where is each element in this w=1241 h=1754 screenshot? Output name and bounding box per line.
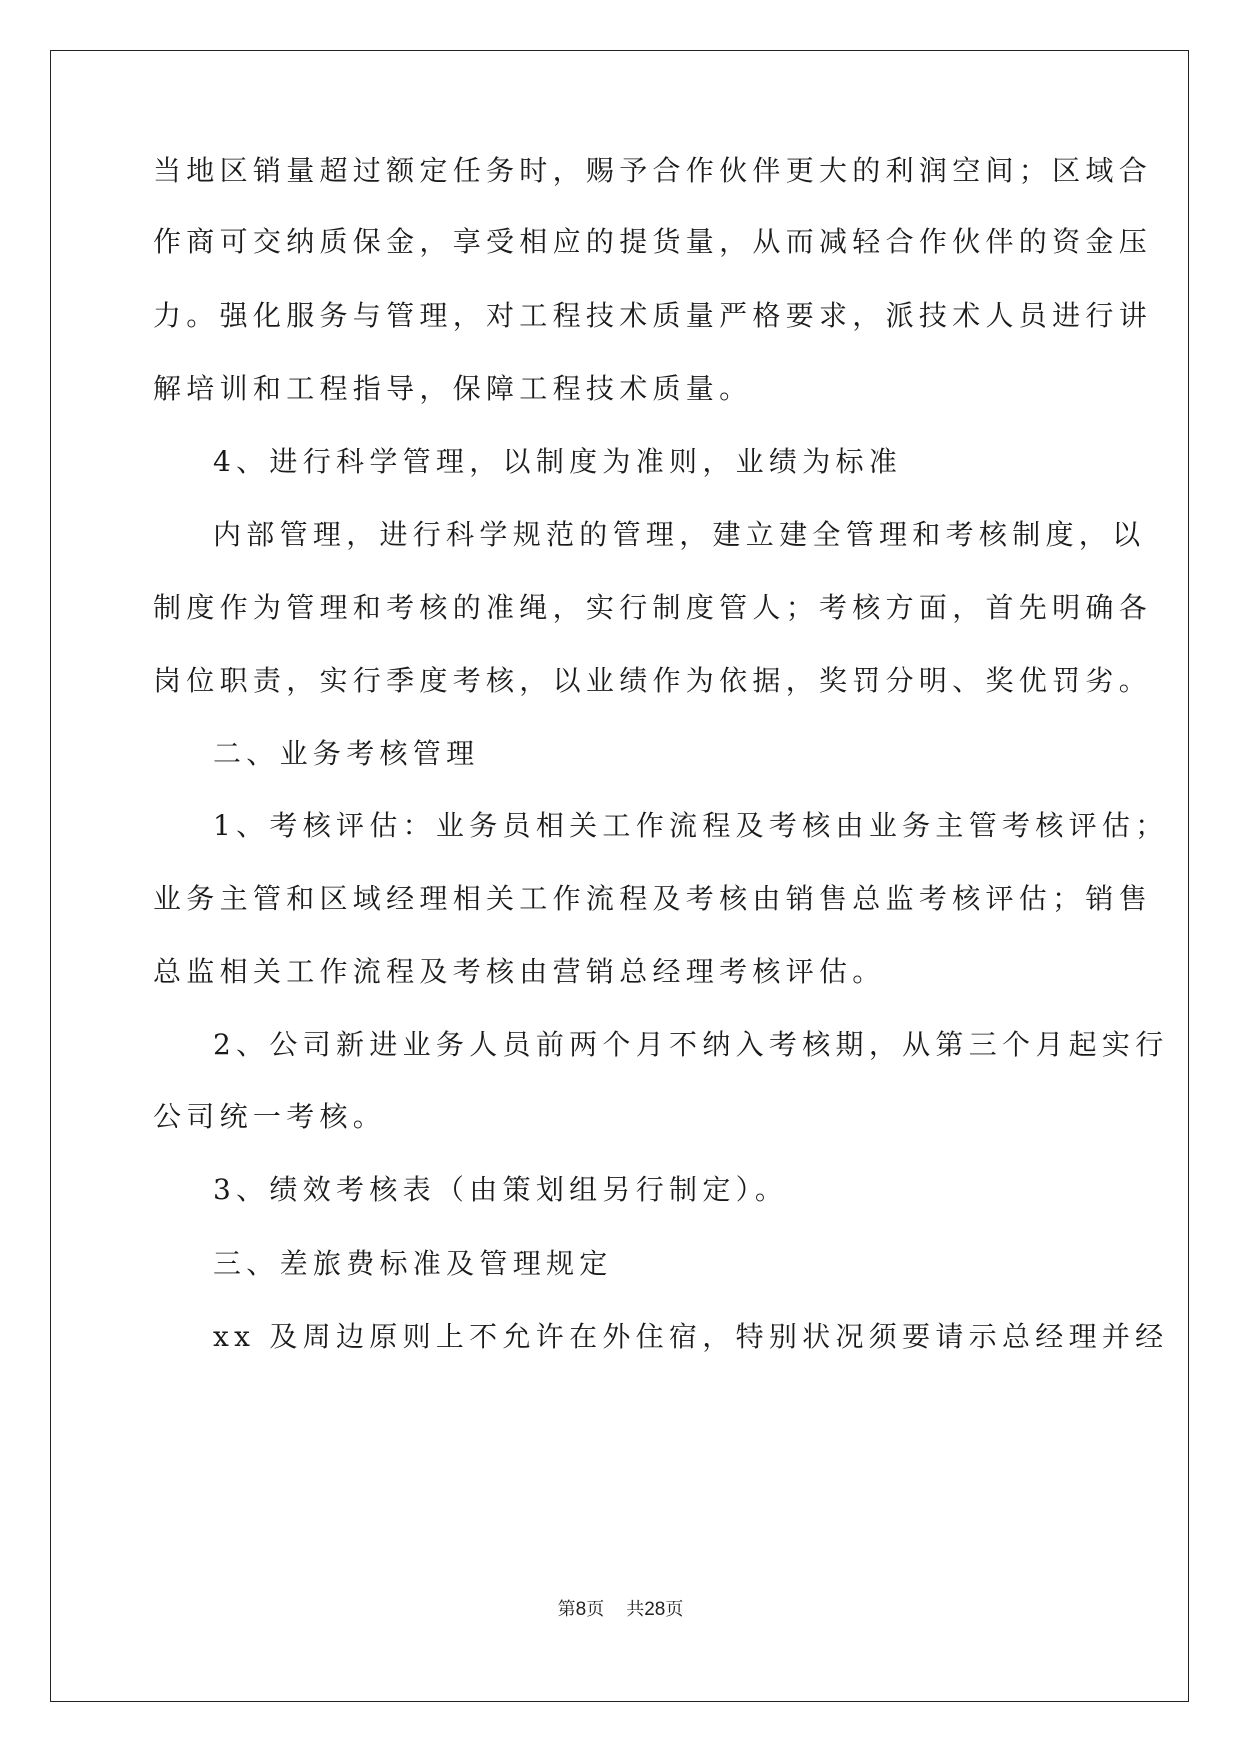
page-suffix: 页: [586, 1599, 605, 1620]
text-line: 作商可交纳质保金，享受相应的提货量，从而减轻合作伙伴的资金压: [153, 225, 1153, 258]
text-line: 制度作为管理和考核的准绳，实行制度管人；考核方面，首先明确各: [153, 591, 1153, 624]
text-line: 业务主管和区域经理相关工作流程及考核由销售总监考核评估；销售: [153, 882, 1153, 915]
page-footer: [0, 1598, 1241, 1622]
section-heading: 4、进行科学管理，以制度为准则，业绩为标准: [213, 445, 903, 478]
text-line: 当地区销量超过额定任务时，赐予合作伙伴更大的利润空间；区域合: [153, 154, 1153, 187]
text-line: 公司统一考核。: [153, 1100, 387, 1133]
text-line: 力。强化服务与管理，对工程技术质量严格要求，派技术人员进行讲: [153, 299, 1153, 332]
total-prefix: 共: [626, 1599, 645, 1620]
page-number: 8: [575, 1599, 587, 1620]
text-line: 岗位职责，实行季度考核，以业绩作为依据，奖罚分明、奖优罚劣。: [153, 664, 1153, 697]
text-line: 内部管理，进行科学规范的管理，建立建全管理和考核制度，以: [213, 518, 1146, 551]
page-prefix: 第: [557, 1599, 576, 1620]
section-heading: 三、差旅费标准及管理规定: [213, 1247, 613, 1280]
section-heading: 二、业务考核管理: [213, 737, 480, 770]
total-suffix: 页: [665, 1599, 684, 1620]
text-line: 3、绩效考核表（由策划组另行制定）。: [213, 1173, 789, 1206]
total-pages: 28: [644, 1599, 666, 1620]
text-line: 总监相关工作流程及考核由营销总经理考核评估。: [153, 955, 886, 988]
text-line: 2、公司新进业务人员前两个月不纳入考核期，从第三个月起实行: [213, 1028, 1169, 1061]
text-line: 1、考核评估：业务员相关工作流程及考核由业务主管考核评估；: [213, 809, 1169, 842]
text-line: xx 及周边原则上不允许在外住宿，特别状况须要请示总经理并经: [213, 1320, 1169, 1353]
text-line: 解培训和工程指导，保障工程技术质量。: [153, 372, 753, 405]
